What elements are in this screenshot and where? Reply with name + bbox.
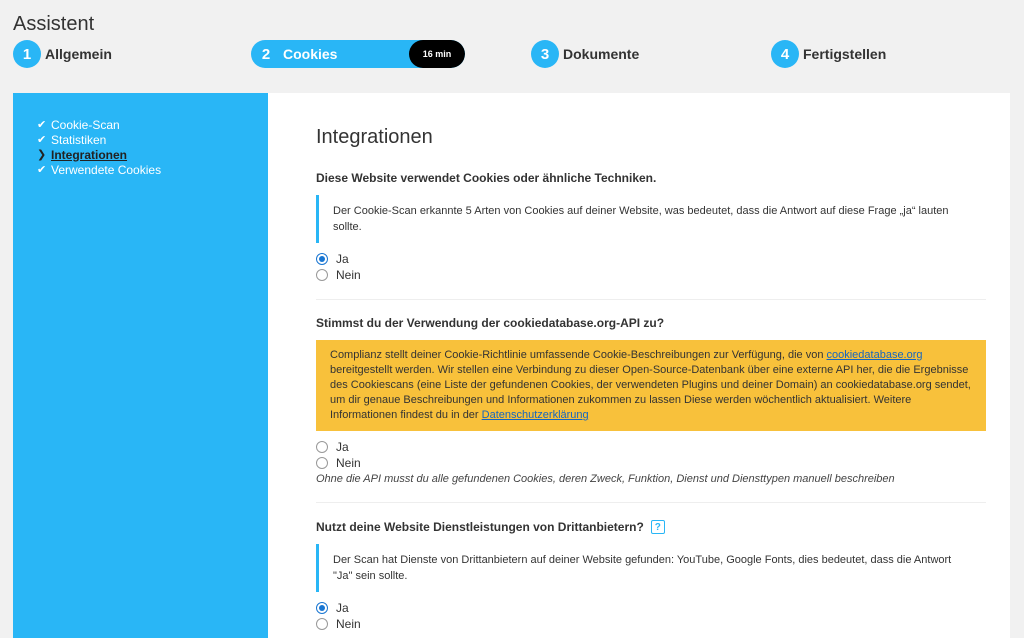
sidebar bbox=[13, 93, 268, 638]
privacy-policy-link[interactable]: Datenschutzerklärung bbox=[481, 409, 589, 421]
step-number: 1 bbox=[13, 40, 41, 68]
sidebar-item-label: Statistiken bbox=[51, 132, 107, 147]
question-third-party-label bbox=[316, 518, 986, 536]
api-hint: Ohne die API musst du alle gefundenen Cookies, deren Zweck, Funktion, Dienst und Diensttypen manuell beschreiben bbox=[316, 473, 895, 485]
radio-label: Ja bbox=[336, 601, 349, 615]
radio-button[interactable] bbox=[316, 441, 328, 453]
notice-text: Complianz stellt deiner Cookie-Richtlinie umfassende Cookie-Beschreibungen zur Verfügung, die von bbox=[330, 349, 827, 361]
cookiedatabase-link[interactable]: cookiedatabase.org bbox=[826, 349, 923, 361]
page-title: Assistent bbox=[13, 13, 95, 35]
question-cookies-label: Diese Website verwendet Cookies oder ähnliche Techniken. bbox=[316, 171, 657, 185]
step-dokumente[interactable] bbox=[531, 40, 639, 68]
radio-button[interactable] bbox=[316, 618, 328, 630]
radio-option-ja[interactable] bbox=[316, 251, 986, 267]
step-fertigstellen[interactable] bbox=[771, 40, 886, 68]
step-number: 3 bbox=[531, 40, 559, 68]
step-number: 4 bbox=[771, 40, 799, 68]
check-icon: ✔ bbox=[37, 134, 47, 146]
sidebar-item-verwendete-cookies[interactable] bbox=[37, 162, 268, 177]
divider bbox=[316, 299, 986, 300]
radio-option-nein[interactable] bbox=[316, 267, 986, 283]
radio-button[interactable] bbox=[316, 602, 328, 614]
step-label: Cookies bbox=[283, 46, 338, 62]
chevron-right-icon: ❯ bbox=[37, 149, 47, 161]
radio-label: Nein bbox=[336, 456, 361, 470]
radio-option-ja[interactable] bbox=[316, 600, 986, 616]
section-heading: Integrationen bbox=[316, 126, 433, 148]
radio-button[interactable] bbox=[316, 457, 328, 469]
radio-button[interactable] bbox=[316, 269, 328, 281]
radio-option-nein[interactable] bbox=[316, 616, 986, 632]
main-content bbox=[268, 93, 1010, 638]
sidebar-item-integrationen[interactable] bbox=[37, 147, 268, 162]
help-icon[interactable]: ? bbox=[651, 520, 665, 534]
step-number: 2 bbox=[261, 45, 271, 63]
info-callout: Der Cookie-Scan erkannte 5 Arten von Cookies auf deiner Website, was bedeutet, dass die Antwort auf diese Frage „ja“ lauten sollte. bbox=[316, 195, 986, 243]
question-text: Nutzt deine Website Dienstleistungen von Drittanbietern? bbox=[316, 520, 644, 534]
notice-text: bereitgestellt werden. Wir stellen eine Verbindung zu dieser Open-Source-Datenbank über eine externe API her, die die Ergebnisse des Cookiescans (eine Liste der gefundenen Cookies, der verwendeten Plugins und deiner Domain) an cookiedatabase.org sendet, um dir genaue Beschreibungen und Informationen zukommen zu lassen Diese werden wöchentlich aktualisiert. Weitere Informationen findest du in der bbox=[330, 364, 971, 421]
sidebar-item-cookie-scan[interactable] bbox=[37, 117, 268, 132]
radio-label: Ja bbox=[336, 252, 349, 266]
radio-label: Nein bbox=[336, 617, 361, 631]
question-api-label: Stimmst du der Verwendung der cookiedatabase.org-API zu? bbox=[316, 316, 665, 330]
radio-label: Nein bbox=[336, 268, 361, 282]
time-estimate-badge: 16 min bbox=[409, 40, 465, 68]
sidebar-item-label: Verwendete Cookies bbox=[51, 162, 162, 177]
step-label: Fertigstellen bbox=[803, 46, 887, 62]
sidebar-item-statistiken[interactable] bbox=[37, 132, 268, 147]
radio-option-ja[interactable] bbox=[316, 439, 986, 455]
divider bbox=[316, 502, 986, 503]
check-icon: ✔ bbox=[37, 119, 47, 131]
radio-label: Ja bbox=[336, 440, 349, 454]
sidebar-item-label: Cookie-Scan bbox=[51, 117, 120, 132]
step-label: Dokumente bbox=[563, 46, 640, 62]
radio-button[interactable] bbox=[316, 253, 328, 265]
info-callout: Der Scan hat Dienste von Drittanbietern auf deiner Website gefunden: YouTube, Google Fonts, dies bedeutet, dass die Antwort "Ja" sein sollte. bbox=[316, 544, 986, 592]
radio-option-nein[interactable] bbox=[316, 455, 986, 471]
check-icon: ✔ bbox=[37, 164, 47, 176]
api-notice bbox=[316, 340, 986, 431]
step-label: Allgemein bbox=[45, 46, 112, 62]
step-cookies[interactable] bbox=[251, 40, 465, 68]
step-allgemein[interactable] bbox=[13, 40, 112, 68]
sidebar-item-label: Integrationen bbox=[51, 147, 128, 162]
